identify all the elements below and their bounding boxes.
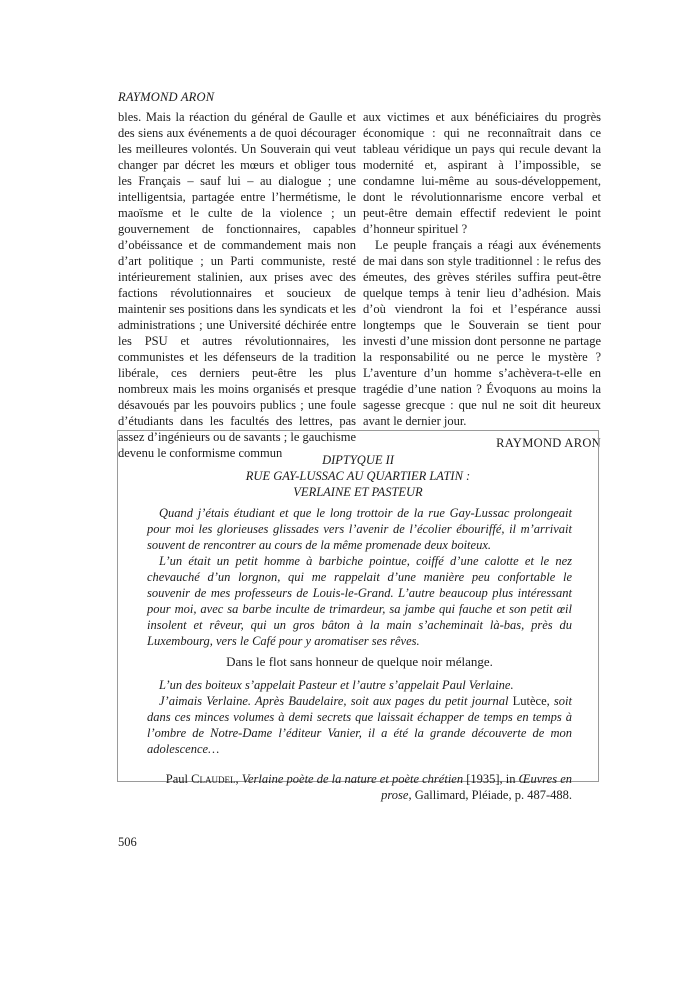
quote-paragraph-4-end: , soit dans ces minces volumes à demi secrets que laissait échapper de temps en temps à l’ombre de Notre-Dame l’éditeur Vanier, il a été la grande découverte de mon adolescence… bbox=[147, 694, 572, 756]
citation: Paul Claudel, Verlaine poète de la nature et poète chrétien [1935], in Œuvres en prose, Gallimard, Pléiade, p. 487-488. bbox=[165, 772, 572, 802]
right-column bbox=[363, 109, 601, 451]
citation-author-last: Claudel bbox=[191, 772, 236, 786]
left-column bbox=[118, 109, 356, 461]
box-title bbox=[118, 452, 598, 500]
author-signature: RAYMOND ARON bbox=[496, 436, 601, 450]
quotation-box bbox=[117, 430, 599, 802]
citation-year: [1935], in bbox=[466, 772, 516, 786]
quote-paragraph-1: Quand j’étais étudiant et que le long trottoir de la rue Gay-Lussac prolongeait pour moi les glorieuses glissades vers l’avenir de l’écolier ébouriffé, il m’arrivait souvent de rencontrer au cours de la même promenade deux boiteux. bbox=[147, 506, 572, 552]
citation-work: Œuvres en prose, bbox=[381, 772, 572, 802]
right-column-paragraph-2: Le peuple français a réagi aux événements de mai dans son style traditionnel : le refus des émeutes, des grèves stériles suffira peut-être quelque temps à tenir lieu d’adhésion. Mais d’où viendront la foi et l’espérance aussi longtemps que le Souverain se tient pour investi d’une mission dont personne ne partage la responsabilité ou ne perce le mystère ? L’aventure d’un homme s’achèvera-t-elle en tragédie d’une nation ? Évoquons au moins la sagesse grecque : que nul ne soit dit heureux avant le dernier jour. bbox=[363, 238, 601, 428]
quote-paragraph-4 bbox=[147, 693, 572, 757]
box-title-line-1: DIPTYQUE II bbox=[322, 453, 394, 467]
box-title-line-2: RUE GAY-LUSSAC AU QUARTIER LATIN : bbox=[245, 469, 471, 483]
box-title-line-3: VERLAINE ET PASTEUR bbox=[293, 485, 423, 499]
quote-verse: Dans le flot sans honneur de quelque noir mélange. bbox=[226, 654, 493, 669]
citation-author-first: Paul bbox=[165, 772, 189, 786]
quote-paragraph-4-start: J’aimais Verlaine. Après Baudelaire, soit aux pages du petit journal bbox=[159, 694, 509, 708]
quote-paragraph-3: L’un des boiteux s’appelait Pasteur et l’autre s’appelait Paul Verlaine. bbox=[159, 678, 514, 692]
journal-title: Lutèce bbox=[512, 694, 547, 708]
left-column-text: bles. Mais la réaction du général de Gaulle et des siens aux événements a de quoi décourager les meilleures volontés. Un Souverain qui veut changer par décret les mœurs et obliger tous les Français – sauf lui – au dialogue ; une intelligentsia, partagée entre l’hermétisme, le maoïsme et le culte de la violence ; un gouvernement de fonctionnaires, capables d’obéissance et de commandement mais non d’art politique ; un Parti communiste, resté intérieurement stalinien, aux prises avec des factions révolutionnaires et soucieux de maintenir ses positions dans les syndicats et les administrations ; une Université déchirée entre les PSU et autres révolutionnaires, les communistes et les défenseurs de la tradition libérale, ces derniers peut-être les plus nombreux mais les moins organisés et presque désavoués par les pouvoirs publics ; une foule d’étudiants dans les facultés des lettres, pas assez d’ingénieurs ou de savants ; le gauchisme devenu le conformisme commun bbox=[118, 110, 356, 460]
citation-publisher: Gallimard, Pléiade, p. 487-488. bbox=[414, 788, 572, 802]
quote-paragraph-2: L’un était un petit homme à barbiche pointue, coiffé d’une calotte et le nez chevauché d’un lorgnon, qui me rappelait d’une manière peu confortable le souvenir de mes professeurs de Louis-le-Grand. L’autre beaucoup plus intéressant pour moi, avec sa barbe inculte de trimardeur, sa jambe qui fauche et son petit œil insolent et rêveur, qui un gros bâton à la main s’acheminait là-bas, près du Luxembourg, vers le Café pour y aromatiser ses rêves. bbox=[147, 554, 572, 648]
page-number: 506 bbox=[118, 835, 137, 849]
box-body bbox=[147, 505, 572, 803]
right-column-paragraph-1: aux victimes et aux bénéficiaires du progrès économique : qui ne reconnaîtrait dans ce tableau véridique un pays qui recule devant la modernité et, aspirant à l’impossible, se condamne lui-même au sous-développement, dont le révolutionnarisme encore verbal et peut-être demain effectif redevient le point d’honneur spirituel ? bbox=[363, 110, 601, 236]
running-head: RAYMOND ARON bbox=[118, 90, 215, 104]
citation-title: Verlaine poète de la nature et poète chrétien bbox=[241, 772, 464, 786]
